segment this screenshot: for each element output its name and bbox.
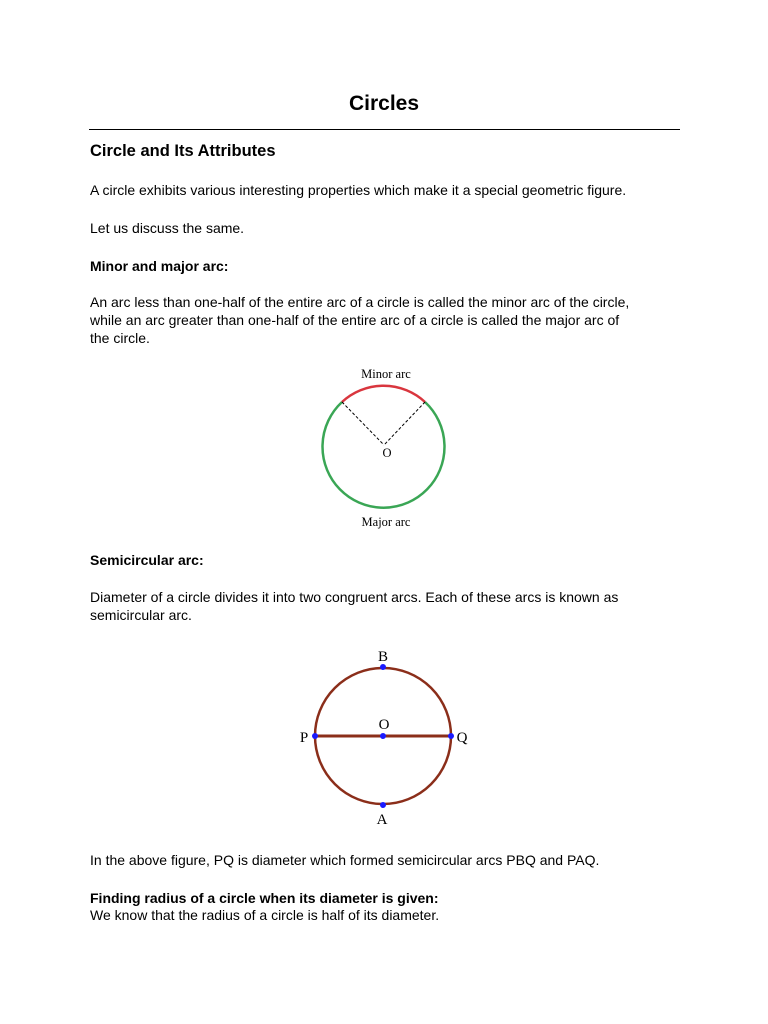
minor-major-heading: Minor and major arc: xyxy=(90,258,229,274)
point-o xyxy=(380,733,386,739)
minor-major-line-3: the circle. xyxy=(90,330,150,346)
intro-paragraph: A circle exhibits various interesting properties which make it a special geometric figure. xyxy=(90,182,627,198)
minor-arc-label: Minor arc xyxy=(361,367,411,381)
semicircular-line-1: Diameter of a circle divides it into two congruent arcs. Each of these arcs is known as xyxy=(90,589,619,605)
minor-major-line-2: while an arc greater than one-half of the entire arc of a circle is called the major arc of xyxy=(90,312,620,328)
center-label: O xyxy=(382,446,392,460)
point-q xyxy=(448,733,454,739)
label-q: Q xyxy=(456,730,468,746)
minor-major-line-1: An arc less than one-half of the entire arc of a circle is called the minor arc of the circle, xyxy=(90,294,630,310)
point-p xyxy=(312,733,318,739)
radius-heading: Finding radius of a circle when its diameter is given: xyxy=(90,890,439,906)
label-b: B xyxy=(377,649,389,665)
point-a xyxy=(380,802,386,808)
major-arc-label: Major arc xyxy=(361,515,411,529)
page-title: Circles xyxy=(348,92,420,115)
section-heading: Circle and Its Attributes xyxy=(90,142,276,160)
discuss-paragraph: Let us discuss the same. xyxy=(90,220,245,236)
label-p: P xyxy=(299,730,309,746)
above-figure-paragraph: In the above figure, PQ is diameter which formed semicircular arcs PBQ and PAQ. xyxy=(90,852,600,868)
label-o: O xyxy=(378,717,390,733)
semicircular-heading: Semicircular arc: xyxy=(90,552,204,568)
radius-paragraph: We know that the radius of a circle is half of its diameter. xyxy=(90,907,440,923)
semicircular-line-2: semicircular arc. xyxy=(90,607,192,623)
label-a: A xyxy=(376,812,388,828)
